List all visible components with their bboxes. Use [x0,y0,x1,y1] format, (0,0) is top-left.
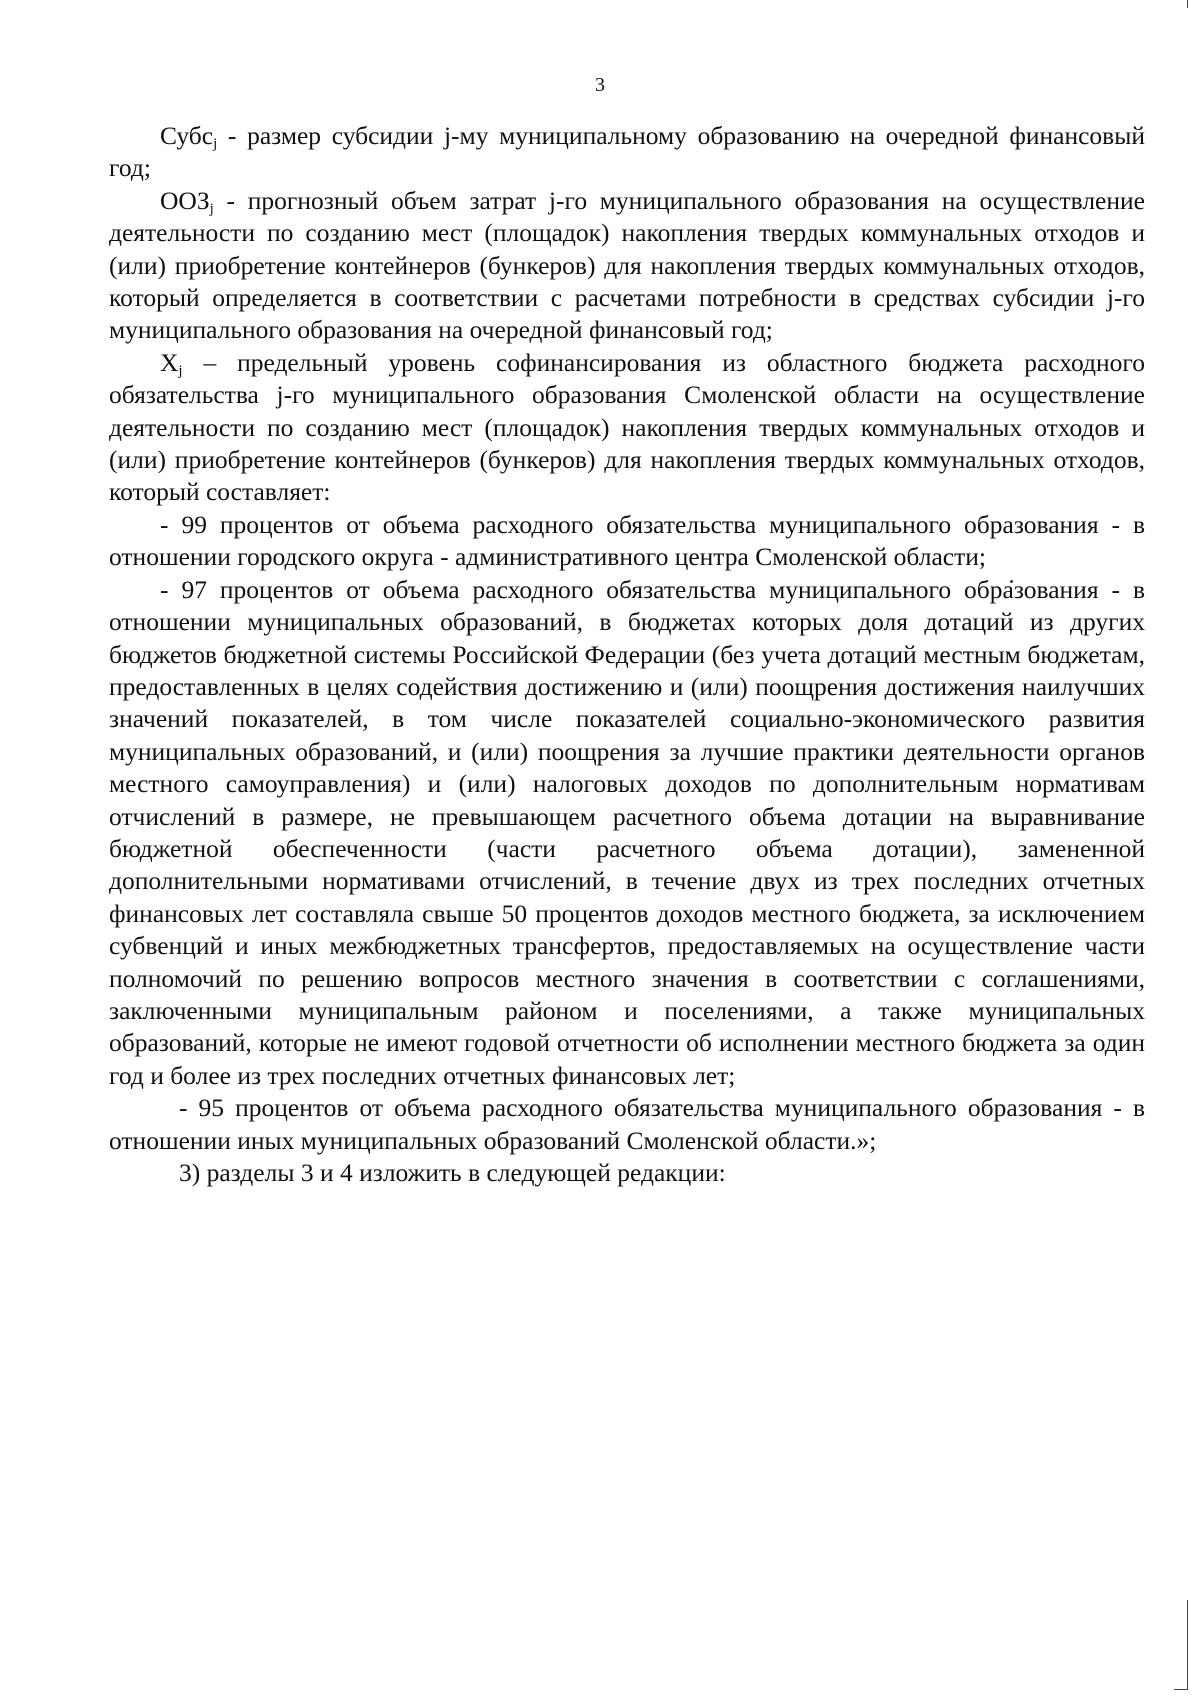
paragraph-text: – предельный уровень софинансирования из областного бюджета расходного обязательства j-го муниципального образования Смоленской области на осуществление деятельности по созданию мест (площадок) накопления твердых коммунальных отходов и (или) приобретение контейнеров (бункеров) для накопления твердых коммунальных отходов, который составляет: [109,347,1145,507]
scan-edge-tick [1174,1689,1188,1690]
list-item-95-percent: - 95 процентов от объема расходного обязательства муниципального образования - в отношении иных муниципальных образований Смоленской области.»; [109,1093,1145,1155]
paragraph-text: - прогнозный объем затрат j-го муниципального образования на осуществление деятельности по созданию мест (площадок) накопления твердых коммунальных отходов и (или) приобретение контейнеров (бункеров) для накопления твердых коммунальных отходов, который определяется в соответствии с расчетами потребности в средствах субсидии j-го муниципального образования на очередной финансовый год; [109,185,1145,345]
paragraph-subsidy-definition [109,120,1145,185]
term-ooz-index: j [209,200,214,217]
term-x-index: j [178,362,183,379]
term-subs: Субс [160,121,214,150]
paragraph-ooz-definition [109,185,1145,347]
document-body [109,120,1145,1189]
term-x: X [160,347,179,377]
list-item-99-percent: - 99 процентов от объема расходного обязательства муниципального образования - в отношении городского округа - административного центра Смоленской области; [109,509,1145,572]
paragraph-x-definition [109,347,1145,509]
list-item-97-percent: - 97 процентов от объема расходного обязательства муниципального образования - в отношении муниципальных образований, в бюджетах которых доля дотаций из других бюджетов бюджетной системы Российской Федерации (без учета дотаций местным бюджетам, предоставленных в целях содействия достижению и (или) поощрения достижения наилучших значений показателей, в том числе показателей социально-экономического развития муниципальных образований, и (или) поощрения за лучшие практики деятельности органов местного самоуправления) и (или) налоговых доходов по дополнительным нормативам отчислений в размере, не превышающем расчетного объема дотации на выравнивание бюджетной обеспеченности (части расчетного объема дотации), замененной дополнительными нормативами отчислений, в течение двух из трех последних отчетных финансовых лет составляла свыше 50 процентов доходов местного бюджета, за исключением субвенций и иных межбюджетных трансфертов, предоставляемых на осуществление части полномочий по решению вопросов местного значения в соответствии с соглашениями, заключенными муниципальным районом и поселениями, а также муниципальных образований, которые не имеют годовой отчетности об исполнении местного бюджета за один год и более из трех последних отчетных финансовых лет; [109,574,1145,1090]
page-number: 3 [595,74,605,96]
scan-edge-mark-top [1187,0,1188,8]
term-subs-index: j [213,136,218,152]
paragraph-sections-3-4: 3) разделы 3 и 4 изложить в следующей редакции: [179,1158,726,1187]
term-ooz: ООЗ [160,185,210,215]
paragraph-text: - размер субсидии j-му муниципальному образованию на очередной финансовый год; [109,121,1145,183]
scan-edge-mark-bottom [1187,1600,1188,1690]
